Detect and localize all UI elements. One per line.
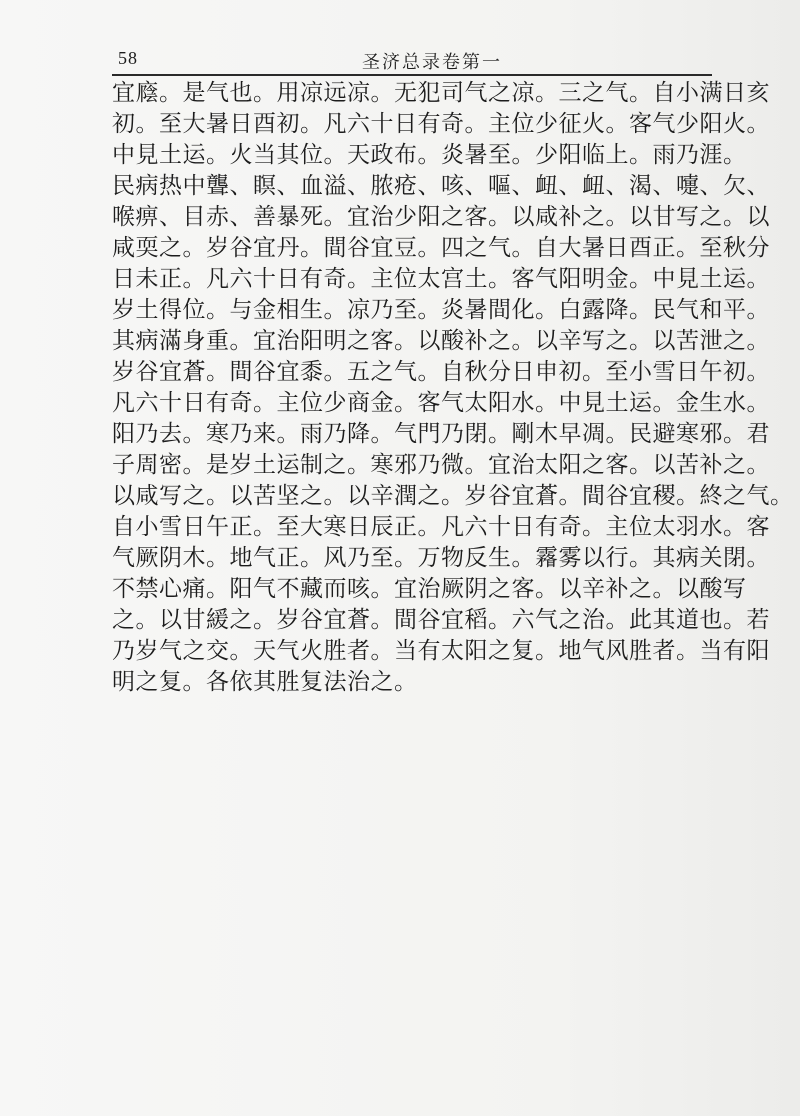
text-line: 宜廕。是气也。用凉远凉。无犯司气之凉。三之气。自小满日亥: [112, 80, 770, 106]
text-line: 岁谷宜蒼。間谷宜黍。五之气。自秋分日申初。至小雪日午初。: [112, 359, 770, 385]
text-line: 气厥阴木。地气正。风乃至。万物反生。霿雾以行。其病关閉。: [112, 545, 770, 571]
text-line: 喉痹、目赤、善暴死。宜治少阳之客。以咸补之。以甘写之。以: [112, 204, 770, 230]
text-line: 自小雪日午正。至大寒日辰正。凡六十日有奇。主位太羽水。客: [112, 514, 770, 540]
text-line: 以咸写之。以苦坚之。以辛潤之。岁谷宜蒼。間谷宜稷。終之气。: [112, 483, 794, 509]
text-line: 民病热中聾、瞑、血溢、脓疮、咳、嘔、衄、衄、渴、嚏、欠、: [112, 173, 770, 199]
body-text: [112, 78, 794, 698]
text-line: 日未正。凡六十日有奇。主位太宫土。客气阳明金。中見土运。: [112, 266, 770, 292]
text-line: 中見土运。火当其位。天政布。炎暑至。少阳临上。雨乃涯。: [112, 142, 747, 168]
page-number: 58: [118, 48, 138, 68]
text-line: 乃岁气之交。天气火胜者。当有太阳之复。地气风胜者。当有阳: [112, 638, 770, 664]
text-line: 明之复。各依其胜复法治之。: [112, 669, 418, 695]
text-line: 不禁心痛。阳气不藏而咳。宜治厥阴之客。以辛补之。以酸写: [112, 576, 747, 602]
text-line: 初。至大暑日酉初。凡六十日有奇。主位少征火。客气少阳火。: [112, 111, 770, 137]
text-line: 阳乃去。寒乃来。雨乃降。气門乃閉。剛木早凋。民避寒邪。君: [112, 421, 770, 447]
text-line: 之。以甘緩之。岁谷宜蒼。間谷宜稻。六气之治。此其道也。若: [112, 607, 770, 633]
text-line: 其病滿身重。宜治阳明之客。以酸补之。以辛写之。以苦泄之。: [112, 328, 770, 354]
text-line: 凡六十日有奇。主位少商金。客气太阳水。中見土运。金生水。: [112, 390, 770, 416]
text-line: 子周密。是岁土运制之。寒邪乃微。宜治太阳之客。以苦补之。: [112, 452, 770, 478]
page-header: [112, 40, 712, 76]
text-line: 咸耎之。岁谷宜丹。間谷宜豆。四之气。自大暑日酉正。至秋分: [112, 235, 770, 261]
text-line: 岁土得位。与金相生。凉乃至。炎暑間化。白露降。民气和平。: [112, 297, 770, 323]
running-title: 圣济总录卷第一: [362, 52, 502, 73]
